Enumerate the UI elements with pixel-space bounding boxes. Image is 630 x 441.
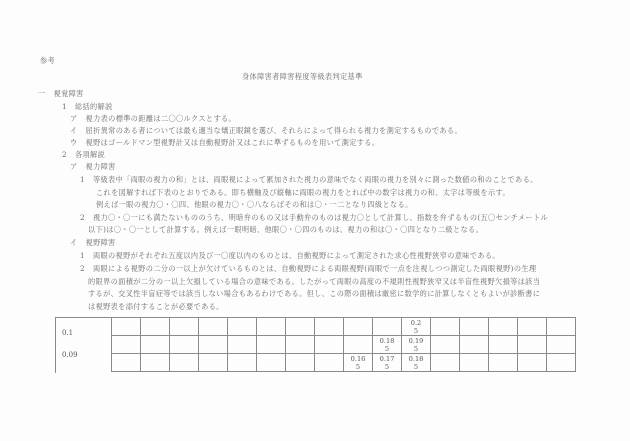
table-cell xyxy=(286,354,315,372)
table-cell xyxy=(547,336,576,354)
table-cell xyxy=(199,336,228,354)
section-text: 視覚障害 xyxy=(53,89,84,98)
section-line xyxy=(80,213,548,223)
section-text: 視力〇・〇一にも満たないもののうち、明暗弁のもの又は手動弁のものは視力〇として計算し、指数を弁ずるもの(五〇センチメートル xyxy=(92,213,549,222)
section-line xyxy=(38,89,84,99)
table-cell xyxy=(141,318,170,336)
table-cell: 0.18 5 xyxy=(373,336,402,354)
section-line xyxy=(80,175,538,185)
section-marker: イ xyxy=(70,126,78,135)
table-cell xyxy=(257,336,286,354)
table-cell xyxy=(518,354,547,372)
row-label-0-09: 0.09 xyxy=(62,351,78,359)
section-text: 両眼の視野がそれぞれ五度以内及び一〇度以内のものとは、自動視野によって測定された求心性視野狭窄の意味である。 xyxy=(92,251,500,260)
table-cell xyxy=(170,336,199,354)
table-cell xyxy=(460,354,489,372)
table-cell xyxy=(228,354,257,372)
section-text: 的限界の面積が二分の一以上欠損している場合の意味である。したがって両眼の高度の不規則性視野狭窄又は半盲性視野欠損等は該当 xyxy=(88,277,541,286)
table-cell xyxy=(228,318,257,336)
section-line xyxy=(96,188,510,198)
section-marker: イ xyxy=(70,238,78,247)
section-text: 例えば一眼の視力〇・〇四、他眼の視力〇・〇八ならばその和は〇・一二となり四級となる。 xyxy=(96,200,413,209)
section-marker: ウ xyxy=(70,138,78,147)
section-line xyxy=(70,238,116,248)
table-row-label-column xyxy=(55,317,111,373)
section-line xyxy=(70,162,116,172)
table-cell: 0.17 5 xyxy=(373,354,402,372)
visual-acuity-sum-table xyxy=(111,317,576,372)
table-cell xyxy=(373,318,402,336)
section-marker: 2 xyxy=(80,264,85,273)
section-marker: 一 xyxy=(38,89,46,98)
table-row xyxy=(112,336,576,354)
table-cell xyxy=(141,354,170,372)
table-cell xyxy=(199,354,228,372)
section-text: 視野障害 xyxy=(85,238,116,247)
table-cell xyxy=(518,318,547,336)
table-cell: 0.16 5 xyxy=(344,354,373,372)
section-line xyxy=(88,302,224,312)
table-cell xyxy=(344,336,373,354)
section-text: 屈折異常のある者については最も適当な矯正眼鏡を選び、それらによって得られる視力を測定するものである。 xyxy=(85,126,462,135)
table-cell xyxy=(431,336,460,354)
section-text: 視野はゴールドマン型視野計又は自動視野計又はこれに準ずるものを用いて測定する。 xyxy=(85,138,380,147)
row-label-0-1: 0.1 xyxy=(62,329,74,337)
table-row xyxy=(112,318,576,336)
table-cell xyxy=(315,318,344,336)
section-line xyxy=(80,264,536,274)
table-cell xyxy=(547,318,576,336)
section-line xyxy=(88,289,540,299)
section-text: 各項解説 xyxy=(74,150,106,159)
table-cell: 0.18 5 xyxy=(402,354,431,372)
section-marker: ア xyxy=(70,114,78,123)
table-cell xyxy=(286,318,315,336)
section-text: するが、交叉性半盲症等では該当しない場合もあるわけである。但し、この際の面積は厳密に数学的に計算しなくともよいが診断書に xyxy=(88,289,541,298)
table-cell xyxy=(518,336,547,354)
section-text: 等級表中「両眼の視力の和」とは、両眼視によって累加された視力の意味でなく両眼の視力を別々に測った数値の和のことである。 xyxy=(92,175,538,184)
table-cell: 0.2 5 xyxy=(402,318,431,336)
section-line xyxy=(70,138,379,148)
table-cell xyxy=(228,336,257,354)
section-line xyxy=(62,102,113,112)
table-cell xyxy=(199,318,228,336)
section-text: 両眼による視野の二分の一以上が欠けているものとは、自動視野による両眼視野(両眼で一点を注視しつつ測定した両眼視野)の生理 xyxy=(92,264,537,273)
table-cell xyxy=(286,336,315,354)
section-line xyxy=(62,150,105,160)
table-cell xyxy=(489,354,518,372)
table-cell xyxy=(170,318,199,336)
section-marker: 1 xyxy=(80,251,85,260)
table-cell xyxy=(257,354,286,372)
section-marker: ア xyxy=(70,162,78,171)
section-marker: 2 xyxy=(80,213,85,222)
section-line xyxy=(96,200,413,210)
table-cell xyxy=(431,354,460,372)
section-marker: 1 xyxy=(62,102,67,111)
table-cell xyxy=(257,318,286,336)
section-line xyxy=(88,225,483,235)
section-text: 総括的解説 xyxy=(74,102,113,111)
section-line xyxy=(70,114,236,124)
table-cell xyxy=(170,354,199,372)
table-cell xyxy=(112,354,141,372)
table-cell: 0.19 5 xyxy=(402,336,431,354)
section-text: 以下)は〇・〇一として計算する。例えば一眼明暗、他眼〇・〇四のものは、視力の和は〇・〇四となり二級となる。 xyxy=(88,225,484,234)
section-text: 視力障害 xyxy=(85,162,116,171)
section-line xyxy=(80,251,500,261)
table-cell xyxy=(112,318,141,336)
section-line xyxy=(70,126,462,136)
section-text: これを図解すれば下表のとおりである。即ち横軸及び縦軸に両眼の視力をとれば中の数字は視力の和、太字は等級を示す。 xyxy=(96,188,510,197)
document-title: 身体障害者障害程度等級表判定基準 xyxy=(242,72,363,81)
table-cell xyxy=(431,318,460,336)
table-cell xyxy=(547,354,576,372)
section-line xyxy=(88,277,540,287)
section-text: 視力表の標準の距離は二〇〇ルクスとする。 xyxy=(85,114,237,123)
section-text: は視野表を添付することが必要である。 xyxy=(88,302,224,311)
table-cell xyxy=(489,318,518,336)
table-row xyxy=(112,354,576,372)
table-cell xyxy=(489,336,518,354)
section-marker: 2 xyxy=(62,150,67,159)
table-cell xyxy=(460,336,489,354)
table-cell xyxy=(315,336,344,354)
section-marker: 1 xyxy=(80,175,85,184)
reference-label: 参考 xyxy=(40,56,56,65)
table-cell xyxy=(315,354,344,372)
table-cell xyxy=(141,336,170,354)
table-cell xyxy=(344,318,373,336)
table-cell xyxy=(112,336,141,354)
table-cell xyxy=(460,318,489,336)
